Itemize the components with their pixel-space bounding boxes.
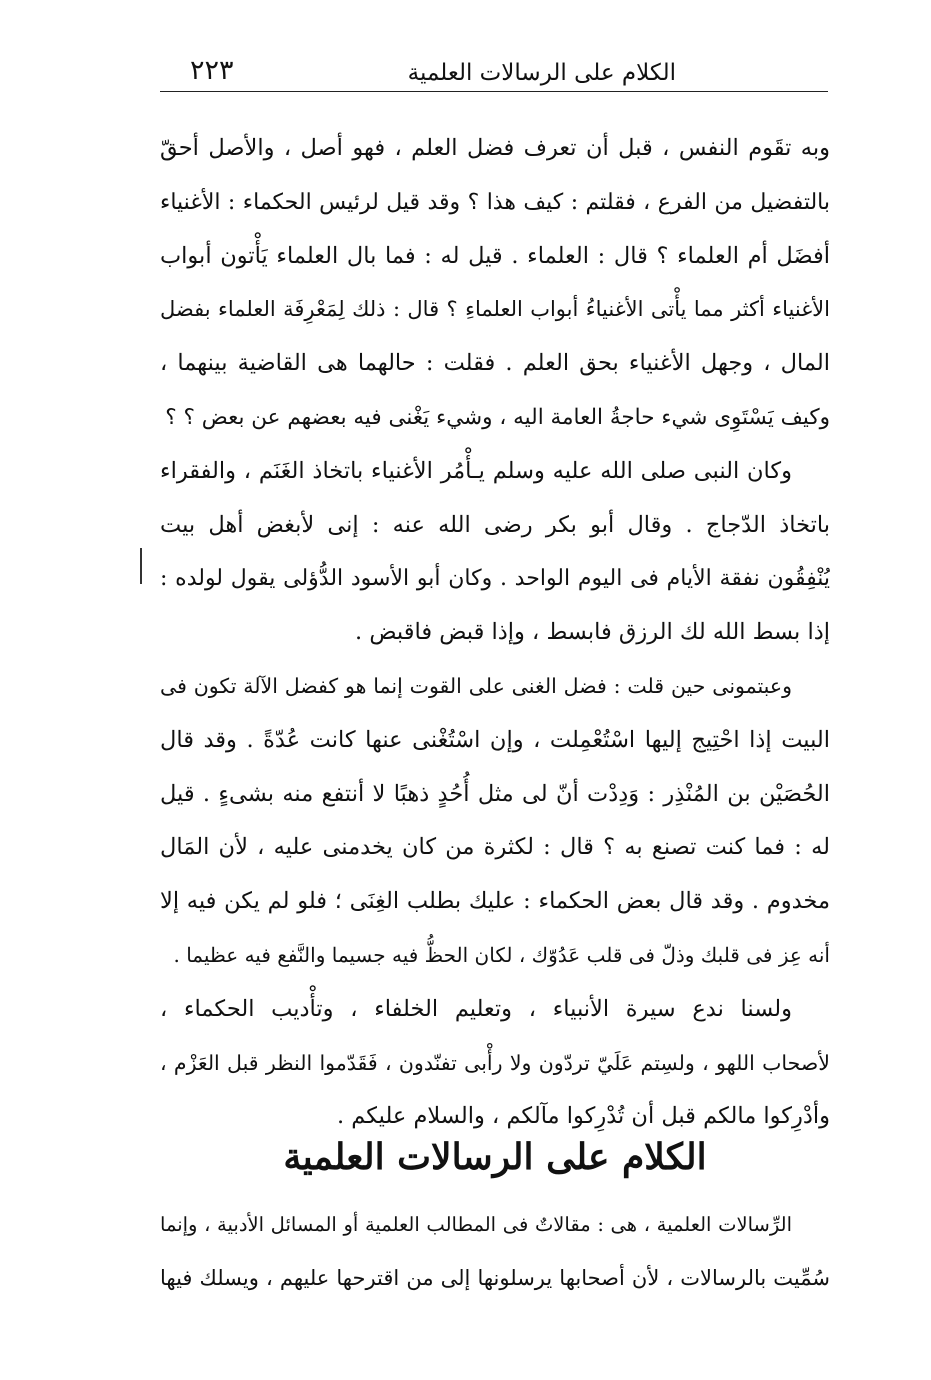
text-line: الأغنياء أكثر مما يأْتى الأغنياءُ أبواب العلماءِ ؟ قال : ذلك لِمَعْرِفَة العلماء بفضل bbox=[160, 297, 830, 322]
text-line: إذا بسط الله لك الرزق فابسط ، وإذا قبض فاقبض . bbox=[355, 619, 830, 646]
text-line: أنه عِز فى قلبك وذلّ فى قلب عَدُوّك ، لكان الحظُّ فيه جسيما والنَّفع فيه عظيما . bbox=[173, 942, 830, 967]
text-line: وأدْرِكوا مالكم قبل أن تُدْرِكوا مآلكم ، والسلام عليكم . bbox=[336, 1103, 830, 1130]
running-title: الكلام على الرسالات العلمية bbox=[407, 60, 676, 86]
page-number: ٢٢٣ bbox=[190, 55, 234, 86]
text-line: وبه تقَوم النفس ، قبل أن تعرف فضل العلم ، فهو أصل ، والأصل أحقّ bbox=[160, 135, 830, 161]
header-rule bbox=[160, 91, 828, 92]
text-line: مخدوم . وقد قال بعض الحكماء : عليك بطلب الغِنَى ؛ فلو لم يكن فيه إلا bbox=[160, 888, 830, 915]
text-line: المال ، وجهل الأغنياء بحق العلم . فقلت : حالهما هى القاضية بينهما ، bbox=[160, 350, 830, 377]
text-line: وكيف يَسْتَوِى شيء حاجةُ العامة اليه ، وشيء يَغْنى فيه بعضهم عن بعض ؟ ؟ bbox=[165, 404, 830, 430]
body-text bbox=[160, 122, 830, 1144]
text-line: لأصحاب اللهو ، ولسِتم عَلَيّ تردّون ولا رأْبى تفنّدون ، فَقَدّموا النظر قبل العَزْم ، bbox=[160, 1050, 830, 1075]
text-line: يُنْفِقُون نفقة الأيام فى اليوم الواحد . وكان أبو الأسود الدُّؤلى يقول لولده : bbox=[160, 566, 830, 592]
text-line: سُمِّيت بالرسالات ، لأن أصحابها يرسلونها إلى من اقترحها عليهم ، ويسلك فيها bbox=[160, 1265, 830, 1290]
text-line: الحُصَيْن بن المُنْذِر : وَدِدْت أنّ لى مثل أُحُدٍ ذهبًا لا أنتفع منه بشىءٍ . قيل bbox=[160, 780, 830, 807]
text-line: بالتفضيل من الفرع ، فقلتم : كيف هذا ؟ وقد قيل لرئيس الحكماء : الأغنياء bbox=[160, 189, 830, 215]
text-line: أفضَل أم العلماء ؟ قال : العلماء . قيل له : فما بال العلماء يَأْتون أبواب bbox=[160, 242, 830, 269]
section-body-text bbox=[160, 1198, 830, 1306]
section-heading: الكلام على الرسالات العلمية bbox=[283, 1136, 707, 1178]
text-line: باتخاذ الدّجاج . وقال أبو بكر رضى الله عنه : إنى لأبغض أهل بيت bbox=[160, 511, 830, 538]
text-line: الرِّسالات العلمية ، هى : مقالاتٌ فى المطالب العلمية أو المسائل الأدبية ، وإنما bbox=[160, 1213, 792, 1236]
page-header bbox=[160, 52, 828, 92]
margin-mark bbox=[140, 548, 142, 584]
text-line: له : فما كنت تصنع به ؟ قال : لكثرة من كان يخدمنى عليه ، لأن المَال bbox=[160, 834, 830, 861]
text-line: وكان النبى صلى الله عليه وسلم يـأْمُر الأغنياء باتخاذ الغَنَم ، والفقراء bbox=[160, 457, 792, 484]
text-line: وعبتمونى حين قلت : فضل الغنى على القوت إنما هو كفضل الآلة تكون فى bbox=[160, 673, 792, 698]
text-line: البيت إذا احْتِيج إليها اسْتُعْمِلت ، وإن اسْتُغْنى عنها كانت عُدّةً . وقد قال bbox=[160, 726, 830, 753]
text-line: ولسنا ندع سيرة الأنبياء ، وتعليم الخلفاء ، وتأْديب الحكماء ، bbox=[160, 995, 792, 1022]
